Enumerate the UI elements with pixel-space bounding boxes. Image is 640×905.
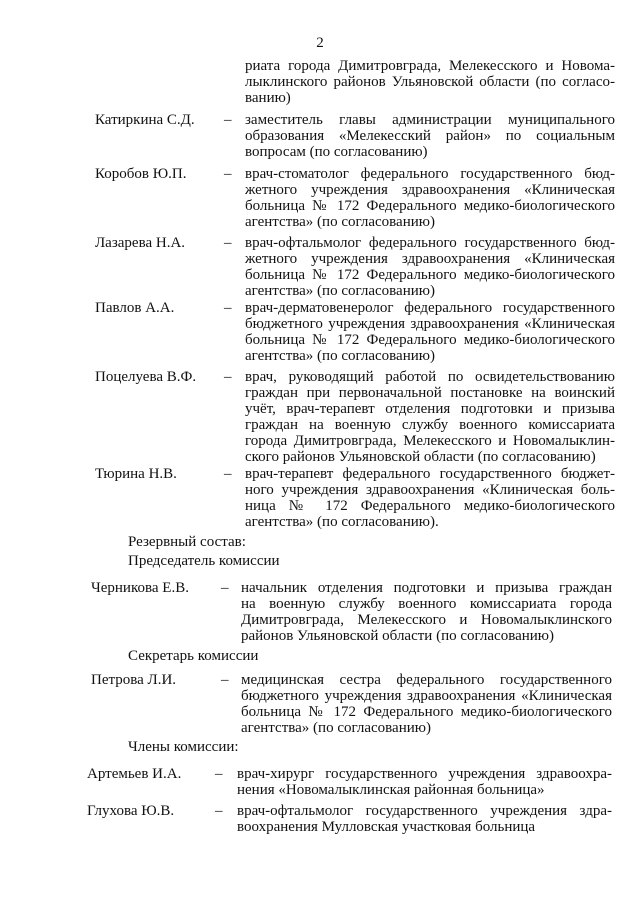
description-line: врач-дерматовенеролог федерального государственного — [245, 300, 615, 316]
member-description — [237, 766, 612, 798]
dash-separator: – — [224, 466, 232, 482]
description-line: агентства» (по согласованию) — [245, 283, 435, 299]
description-line: ного учреждения здравоохранения «Клиническая боль- — [245, 482, 615, 498]
chair-description — [241, 580, 612, 644]
member-name: Артемьев И.А. — [87, 766, 182, 782]
dash-separator: – — [224, 166, 232, 182]
description-line: агентства» (по согласованию). — [245, 514, 439, 530]
description-line: жетного учреждения здравоохранения «Клиническая — [245, 251, 615, 267]
description-line: начальник отделения подготовки и призыва граждан — [241, 580, 612, 596]
description-line: заместитель главы администрации муниципального — [245, 112, 615, 128]
dash-separator: – — [221, 672, 229, 688]
description-line: риата города Димитровграда, Мелекесского и Новома- — [245, 58, 615, 74]
description-line: районов Ульяновской области (по согласованию) — [241, 628, 554, 644]
chair-heading: Председатель комиссии — [128, 553, 280, 569]
member-name: Тюрина Н.В. — [95, 466, 177, 482]
member-name: Поцелуева В.Ф. — [95, 369, 197, 385]
intro-continuation — [245, 58, 615, 106]
description-line: врач-терапевт федерального государственного бюджет- — [245, 466, 615, 482]
description-line: больница № 172 Федерального медико-биологического — [245, 267, 615, 283]
dash-separator: – — [224, 112, 232, 128]
member-name: Коробов Ю.П. — [95, 166, 187, 182]
reserve-heading: Резервный состав: — [128, 534, 246, 550]
description-line: врач-офтальмолог государственного учреждения здра- — [237, 803, 612, 819]
member-description — [237, 803, 612, 835]
description-line: ванию) — [245, 90, 291, 106]
description-line: Димитровграда, Мелекесского и Новомалыклинского — [241, 612, 612, 628]
description-line: врач-стоматолог федерального государственного бюд- — [245, 166, 615, 182]
description-line: граждан на военную службу военного комиссариата — [245, 417, 615, 433]
chair-name: Черникова Е.В. — [91, 580, 189, 596]
secretary-name: Петрова Л.И. — [91, 672, 177, 688]
description-line: больница № 172 Федерального медико-биологического — [245, 332, 615, 348]
member-name: Катиркина С.Д. — [95, 112, 195, 128]
dash-separator: – — [215, 766, 223, 782]
description-line: агентства» (по согласованию) — [241, 720, 431, 736]
member-description — [245, 300, 615, 364]
member-name: Павлов А.А. — [95, 300, 175, 316]
description-line: образования «Мелекесский район» по социальным — [245, 128, 615, 144]
dash-separator: – — [221, 580, 229, 596]
dash-separator: – — [215, 803, 223, 819]
member-description — [245, 235, 615, 299]
members-heading: Члены комиссии: — [128, 739, 239, 755]
description-line: медицинская сестра федерального государственного — [241, 672, 612, 688]
description-line: врач, руководящий работой по освидетельствованию — [245, 369, 615, 385]
description-line: больница № 172 Федерального медико-биологического — [241, 704, 612, 720]
description-line: бюджетного учреждения здравоохранения «Клиническая — [241, 688, 612, 704]
secretary-heading: Секретарь комиссии — [128, 648, 259, 664]
description-line: ского районов Ульяновской области (по согласованию) — [245, 449, 596, 465]
description-line: воохранения Мулловская участковая больница — [237, 819, 536, 835]
description-line: агентства» (по согласованию) — [245, 348, 435, 364]
dash-separator: – — [224, 369, 232, 385]
description-line: больница № 172 Федерального медико-биологического — [245, 198, 615, 214]
description-line: вопросам (по согласованию) — [245, 144, 428, 160]
description-line: врач-хирург государственного учреждения здравоохра- — [237, 766, 612, 782]
dash-separator: – — [224, 300, 232, 316]
description-line: учёт, врач-терапевт отделения подготовки и призыва — [245, 401, 615, 417]
member-name: Лазарева Н.А. — [95, 235, 186, 251]
member-description — [245, 112, 615, 160]
member-description — [245, 166, 615, 230]
member-name: Глухова Ю.В. — [87, 803, 175, 819]
description-line: жетного учреждения здравоохранения «Клиническая — [245, 182, 615, 198]
member-description — [245, 369, 615, 465]
description-line: города Димитровграда, Мелекесского и Новомалыклин- — [245, 433, 615, 449]
description-line: ница № 172 Федерального медико-биологического — [245, 498, 615, 514]
dash-separator: – — [224, 235, 232, 251]
page-number: 2 — [316, 35, 324, 51]
description-line: на военную службу военного комиссариата города — [241, 596, 612, 612]
description-line: агентства» (по согласованию) — [245, 214, 435, 230]
member-description — [245, 466, 615, 530]
description-line: нения «Новомалыклинская районная больница» — [237, 782, 545, 798]
description-line: бюджетного учреждения здравоохранения «Клиническая — [245, 316, 615, 332]
description-line: граждан при первоначальной постановке на воинский — [245, 385, 615, 401]
secretary-description — [241, 672, 612, 736]
description-line: лыклинского районов Ульяновской области (по согласо- — [245, 74, 615, 90]
description-line: врач-офтальмолог федерального государственного бюд- — [245, 235, 615, 251]
